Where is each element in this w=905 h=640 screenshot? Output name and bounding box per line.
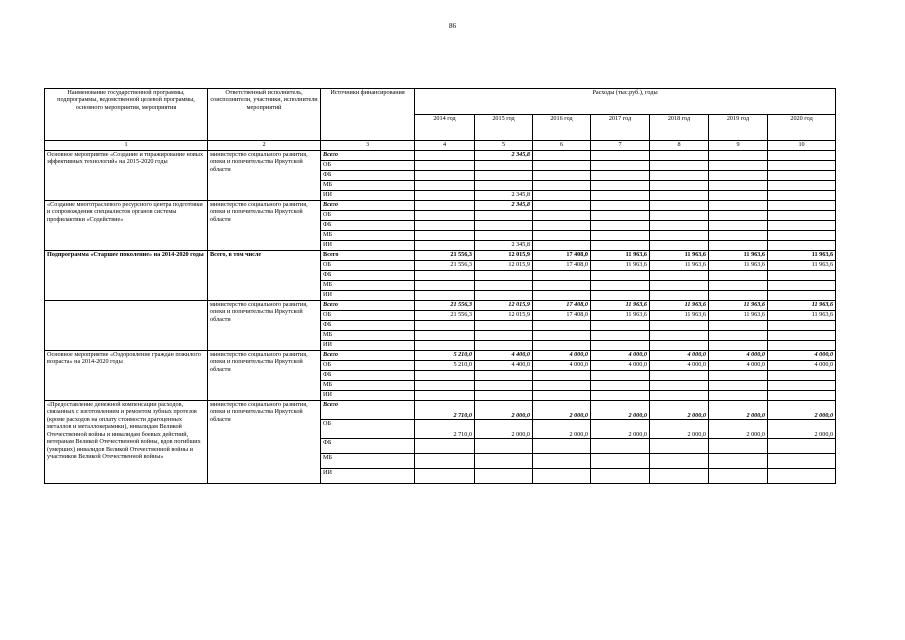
page-number: 86 bbox=[449, 22, 456, 30]
header-expenses: Расходы (тыс.руб.), годы bbox=[415, 89, 836, 115]
value-cell bbox=[650, 171, 709, 181]
value-cell bbox=[650, 331, 709, 341]
funding-source-cell: ИИ bbox=[321, 469, 415, 484]
value-cell: 11 963,6 bbox=[709, 261, 768, 271]
value-cell bbox=[533, 271, 591, 281]
value-cell bbox=[768, 161, 836, 171]
value-cell bbox=[768, 171, 836, 181]
value-cell bbox=[533, 241, 591, 251]
value-cell bbox=[650, 191, 709, 201]
header-year: 2017 год bbox=[591, 115, 650, 141]
value-cell: 17 408,0 bbox=[533, 251, 591, 261]
value-cell bbox=[415, 201, 475, 211]
value-cell bbox=[768, 371, 836, 381]
value-cell: 2 000,0 bbox=[709, 420, 768, 439]
value-cell bbox=[533, 371, 591, 381]
value-cell bbox=[475, 211, 533, 221]
value-cell bbox=[415, 241, 475, 251]
funding-source-cell: ФБ bbox=[321, 321, 415, 331]
column-number: 9 bbox=[709, 141, 768, 151]
value-cell: 2 000,0 bbox=[591, 420, 650, 439]
value-cell bbox=[768, 439, 836, 454]
value-cell bbox=[709, 191, 768, 201]
value-cell: 2 345,8 bbox=[475, 191, 533, 201]
value-cell bbox=[768, 469, 836, 484]
value-cell: 11 963,6 bbox=[768, 261, 836, 271]
value-cell bbox=[475, 454, 533, 469]
value-cell bbox=[768, 271, 836, 281]
value-cell bbox=[533, 181, 591, 191]
funding-source-cell: ОБ bbox=[321, 311, 415, 321]
value-cell bbox=[650, 469, 709, 484]
funding-source-cell: Всего bbox=[321, 151, 415, 161]
value-cell bbox=[475, 381, 533, 391]
column-number: 2 bbox=[208, 141, 321, 151]
value-cell bbox=[709, 171, 768, 181]
value-cell bbox=[415, 171, 475, 181]
program-name-cell: Подпрограмма «Старшее поколение» на 2014-2020 годы bbox=[45, 251, 208, 301]
column-number: 7 bbox=[591, 141, 650, 151]
value-cell: 11 963,6 bbox=[768, 311, 836, 321]
value-cell: 2 345,8 bbox=[475, 201, 533, 211]
value-cell: 2 000,0 bbox=[475, 401, 533, 420]
value-cell bbox=[709, 281, 768, 291]
funding-source-cell: ИИ bbox=[321, 191, 415, 201]
value-cell: 11 963,6 bbox=[709, 251, 768, 261]
value-cell bbox=[768, 281, 836, 291]
table-row bbox=[45, 401, 836, 420]
value-cell bbox=[650, 211, 709, 221]
column-number: 8 bbox=[650, 141, 709, 151]
header-year: 2015 год bbox=[475, 115, 533, 141]
value-cell bbox=[475, 221, 533, 231]
value-cell bbox=[591, 241, 650, 251]
value-cell bbox=[650, 381, 709, 391]
funding-source-cell: ОБ bbox=[321, 361, 415, 371]
value-cell bbox=[415, 211, 475, 221]
value-cell bbox=[709, 241, 768, 251]
value-cell bbox=[415, 391, 475, 401]
value-cell bbox=[709, 161, 768, 171]
value-cell bbox=[591, 151, 650, 161]
value-cell bbox=[415, 371, 475, 381]
funding-source-cell: МБ bbox=[321, 381, 415, 391]
value-cell bbox=[768, 391, 836, 401]
value-cell bbox=[650, 371, 709, 381]
value-cell: 11 963,6 bbox=[709, 301, 768, 311]
value-cell: 11 963,6 bbox=[768, 251, 836, 261]
value-cell bbox=[415, 454, 475, 469]
value-cell bbox=[709, 454, 768, 469]
value-cell bbox=[533, 391, 591, 401]
program-name-cell bbox=[45, 301, 208, 351]
header-row bbox=[45, 89, 836, 115]
value-cell bbox=[768, 191, 836, 201]
value-cell bbox=[591, 281, 650, 291]
value-cell bbox=[650, 201, 709, 211]
table-row bbox=[45, 301, 836, 311]
value-cell bbox=[475, 171, 533, 181]
funding-source-cell: Всего bbox=[321, 351, 415, 361]
value-cell: 11 963,6 bbox=[591, 261, 650, 271]
funding-source-cell: ОБ bbox=[321, 211, 415, 221]
value-cell: 2 000,0 bbox=[591, 401, 650, 420]
value-cell bbox=[533, 331, 591, 341]
funding-source-cell: ОБ bbox=[321, 161, 415, 171]
value-cell bbox=[650, 151, 709, 161]
table-row bbox=[45, 151, 836, 161]
value-cell bbox=[709, 321, 768, 331]
executor-cell: министерство социального развития, опеки и попечительства Иркутской области bbox=[208, 201, 321, 251]
value-cell: 12 015,9 bbox=[475, 301, 533, 311]
value-cell: 5 210,0 bbox=[415, 351, 475, 361]
funding-source-cell: ИИ bbox=[321, 341, 415, 351]
executor-cell: министерство социального развития, опеки и попечительства Иркутской области bbox=[208, 301, 321, 351]
value-cell bbox=[475, 181, 533, 191]
value-cell bbox=[415, 151, 475, 161]
value-cell: 12 015,9 bbox=[475, 311, 533, 321]
value-cell: 4 000,0 bbox=[768, 361, 836, 371]
value-cell bbox=[475, 331, 533, 341]
value-cell bbox=[768, 331, 836, 341]
column-number: 3 bbox=[321, 141, 415, 151]
value-cell bbox=[591, 371, 650, 381]
value-cell: 11 963,6 bbox=[650, 301, 709, 311]
value-cell bbox=[415, 231, 475, 241]
funding-source-cell: МБ bbox=[321, 281, 415, 291]
value-cell bbox=[533, 281, 591, 291]
value-cell: 11 963,6 bbox=[768, 301, 836, 311]
value-cell: 2 000,0 bbox=[709, 401, 768, 420]
executor-cell: министерство социального развития, опеки и попечительства Иркутской области bbox=[208, 351, 321, 401]
value-cell bbox=[475, 271, 533, 281]
value-cell bbox=[650, 321, 709, 331]
value-cell bbox=[415, 331, 475, 341]
value-cell: 4 000,0 bbox=[533, 351, 591, 361]
value-cell bbox=[591, 271, 650, 281]
value-cell: 2 000,0 bbox=[650, 401, 709, 420]
value-cell bbox=[415, 181, 475, 191]
value-cell bbox=[709, 291, 768, 301]
value-cell: 21 556,3 bbox=[415, 311, 475, 321]
value-cell: 4 000,0 bbox=[650, 351, 709, 361]
column-number: 6 bbox=[533, 141, 591, 151]
budget-table bbox=[44, 88, 836, 484]
funding-source-cell: МБ bbox=[321, 454, 415, 469]
value-cell: 11 963,6 bbox=[650, 261, 709, 271]
value-cell bbox=[475, 469, 533, 484]
value-cell bbox=[475, 161, 533, 171]
value-cell: 4 000,0 bbox=[591, 361, 650, 371]
value-cell bbox=[475, 291, 533, 301]
value-cell bbox=[709, 341, 768, 351]
value-cell bbox=[591, 291, 650, 301]
value-cell bbox=[415, 469, 475, 484]
value-cell: 4 000,0 bbox=[591, 351, 650, 361]
value-cell: 17 408,0 bbox=[533, 301, 591, 311]
value-cell bbox=[768, 381, 836, 391]
value-cell bbox=[415, 271, 475, 281]
value-cell bbox=[533, 221, 591, 231]
value-cell bbox=[475, 341, 533, 351]
value-cell bbox=[415, 439, 475, 454]
value-cell bbox=[709, 221, 768, 231]
value-cell bbox=[768, 291, 836, 301]
funding-source-cell: ФБ bbox=[321, 221, 415, 231]
value-cell bbox=[533, 321, 591, 331]
executor-cell: министерство социального развития, опеки и попечительства Иркутской области bbox=[208, 401, 321, 484]
value-cell: 2 000,0 bbox=[768, 420, 836, 439]
program-name-cell: Основное мероприятие «Оздоровление граждан пожилого возраста» на 2014-2020 годы bbox=[45, 351, 208, 401]
value-cell bbox=[768, 201, 836, 211]
funding-source-cell: ФБ bbox=[321, 171, 415, 181]
value-cell bbox=[650, 161, 709, 171]
column-number: 1 bbox=[45, 141, 208, 151]
value-cell: 11 963,6 bbox=[591, 251, 650, 261]
value-cell bbox=[415, 381, 475, 391]
value-cell bbox=[650, 241, 709, 251]
value-cell bbox=[591, 171, 650, 181]
value-cell: 2 000,0 bbox=[533, 401, 591, 420]
value-cell bbox=[475, 281, 533, 291]
header-col-source: Источники финансирования bbox=[321, 89, 415, 141]
value-cell: 2 000,0 bbox=[768, 401, 836, 420]
value-cell: 2 345,8 bbox=[475, 151, 533, 161]
value-cell: 2 000,0 bbox=[533, 420, 591, 439]
header-year: 2020 год bbox=[768, 115, 836, 141]
value-cell bbox=[650, 181, 709, 191]
value-cell bbox=[533, 231, 591, 241]
value-cell bbox=[650, 291, 709, 301]
value-cell bbox=[591, 161, 650, 171]
value-cell bbox=[650, 454, 709, 469]
value-cell bbox=[650, 281, 709, 291]
executor-cell: Всего, в том числе bbox=[208, 251, 321, 301]
value-cell bbox=[533, 439, 591, 454]
value-cell bbox=[591, 191, 650, 201]
value-cell bbox=[591, 221, 650, 231]
value-cell bbox=[475, 391, 533, 401]
header-col-name: Наименование государственной программы, подпрограммы, ведомственной целевой программы, основного мероприятия, мероприятия bbox=[45, 89, 208, 141]
value-cell bbox=[591, 201, 650, 211]
value-cell bbox=[709, 181, 768, 191]
funding-source-cell: ИИ bbox=[321, 391, 415, 401]
funding-source-cell: Всего bbox=[321, 301, 415, 311]
value-cell bbox=[768, 211, 836, 221]
value-cell: 11 963,6 bbox=[650, 251, 709, 261]
value-cell bbox=[768, 321, 836, 331]
value-cell: 21 556,3 bbox=[415, 301, 475, 311]
value-cell bbox=[591, 321, 650, 331]
value-cell bbox=[591, 331, 650, 341]
funding-source-cell: ОБ bbox=[321, 261, 415, 271]
funding-source-cell: ИИ bbox=[321, 241, 415, 251]
value-cell bbox=[475, 231, 533, 241]
column-number-row bbox=[45, 141, 836, 151]
value-cell bbox=[768, 231, 836, 241]
value-cell bbox=[650, 439, 709, 454]
value-cell bbox=[533, 454, 591, 469]
value-cell bbox=[415, 191, 475, 201]
funding-source-cell: ОБ bbox=[321, 420, 415, 439]
header-year: 2014 год bbox=[415, 115, 475, 141]
value-cell bbox=[475, 371, 533, 381]
value-cell: 11 963,6 bbox=[709, 311, 768, 321]
value-cell bbox=[475, 321, 533, 331]
value-cell: 2 000,0 bbox=[475, 420, 533, 439]
value-cell: 2 710,0 bbox=[415, 401, 475, 420]
value-cell bbox=[709, 391, 768, 401]
header-year: 2019 год bbox=[709, 115, 768, 141]
funding-source-cell: Всего bbox=[321, 251, 415, 261]
value-cell bbox=[591, 211, 650, 221]
value-cell bbox=[768, 341, 836, 351]
program-name-cell: Основное мероприятие «Создание и тиражирование новых эффективных технологий» на 2015-2020 годы bbox=[45, 151, 208, 201]
value-cell: 4 000,0 bbox=[650, 361, 709, 371]
value-cell bbox=[709, 331, 768, 341]
funding-source-cell: ФБ bbox=[321, 371, 415, 381]
value-cell bbox=[415, 321, 475, 331]
table-row bbox=[45, 351, 836, 361]
header-col-executor: Ответственный исполнитель, соисполнители, участники, исполнители мероприятий bbox=[208, 89, 321, 141]
program-name-cell: «Предоставление денежной компенсации расходов, связанных с изготовлением и ремонтом зубных протезов (кроме расходов на оплату стоимости драгоценных металлов и металлокерамики), инвалидам Великой Отечественной войны и инвалидам боевых действий, ветеранам Великой Отечественной войны, вдов погибших (умерших) инвалидов Великой Отечественной войны и участников Великой Отечественной войны» bbox=[45, 401, 208, 484]
value-cell bbox=[768, 454, 836, 469]
value-cell bbox=[533, 381, 591, 391]
value-cell: 4 400,0 bbox=[475, 351, 533, 361]
value-cell: 2 000,0 bbox=[650, 420, 709, 439]
value-cell bbox=[533, 161, 591, 171]
table-row bbox=[45, 251, 836, 261]
value-cell: 2 710,0 bbox=[415, 420, 475, 439]
value-cell: 4 000,0 bbox=[533, 361, 591, 371]
value-cell bbox=[415, 291, 475, 301]
value-cell bbox=[709, 231, 768, 241]
column-number: 10 bbox=[768, 141, 836, 151]
value-cell bbox=[415, 341, 475, 351]
value-cell bbox=[709, 469, 768, 484]
value-cell bbox=[591, 454, 650, 469]
table-row bbox=[45, 201, 836, 211]
value-cell: 2 345,8 bbox=[475, 241, 533, 251]
value-cell bbox=[768, 241, 836, 251]
value-cell bbox=[709, 271, 768, 281]
value-cell bbox=[591, 381, 650, 391]
value-cell: 4 400,0 bbox=[475, 361, 533, 371]
value-cell bbox=[591, 391, 650, 401]
value-cell bbox=[650, 271, 709, 281]
value-cell bbox=[533, 211, 591, 221]
value-cell: 17 408,0 bbox=[533, 311, 591, 321]
value-cell bbox=[709, 151, 768, 161]
funding-source-cell: Всего bbox=[321, 201, 415, 211]
value-cell: 21 556,3 bbox=[415, 251, 475, 261]
value-cell bbox=[709, 201, 768, 211]
value-cell bbox=[533, 151, 591, 161]
funding-source-cell: ФБ bbox=[321, 439, 415, 454]
value-cell bbox=[768, 181, 836, 191]
value-cell: 4 000,0 bbox=[768, 351, 836, 361]
value-cell bbox=[533, 469, 591, 484]
value-cell bbox=[591, 439, 650, 454]
value-cell bbox=[709, 381, 768, 391]
program-name-cell: «Создание многотраслевого ресурсного центра подготовки и сопровождения специалистов органов системы профилактики «Содействие» bbox=[45, 201, 208, 251]
value-cell bbox=[591, 469, 650, 484]
value-cell bbox=[591, 231, 650, 241]
value-cell bbox=[768, 221, 836, 231]
value-cell bbox=[768, 151, 836, 161]
value-cell bbox=[415, 161, 475, 171]
value-cell: 4 000,0 bbox=[709, 361, 768, 371]
value-cell bbox=[709, 371, 768, 381]
executor-cell: министерство социального развития, опеки и попечительства Иркутской области bbox=[208, 151, 321, 201]
value-cell: 12 015,9 bbox=[475, 261, 533, 271]
value-cell bbox=[533, 171, 591, 181]
value-cell bbox=[533, 291, 591, 301]
header-year: 2018 год bbox=[650, 115, 709, 141]
column-number: 4 bbox=[415, 141, 475, 151]
funding-source-cell: МБ bbox=[321, 331, 415, 341]
header-year: 2016 год bbox=[533, 115, 591, 141]
funding-source-cell: ФБ bbox=[321, 271, 415, 281]
value-cell bbox=[475, 439, 533, 454]
value-cell bbox=[650, 221, 709, 231]
funding-source-cell: Всего bbox=[321, 401, 415, 420]
value-cell bbox=[533, 341, 591, 351]
value-cell bbox=[709, 439, 768, 454]
value-cell bbox=[650, 341, 709, 351]
value-cell: 5 210,0 bbox=[415, 361, 475, 371]
funding-source-cell: МБ bbox=[321, 181, 415, 191]
value-cell: 4 000,0 bbox=[709, 351, 768, 361]
value-cell: 11 963,6 bbox=[591, 301, 650, 311]
value-cell: 17 408,0 bbox=[533, 261, 591, 271]
value-cell bbox=[709, 211, 768, 221]
value-cell bbox=[415, 281, 475, 291]
value-cell: 21 556,3 bbox=[415, 261, 475, 271]
value-cell bbox=[591, 181, 650, 191]
value-cell: 11 963,6 bbox=[591, 311, 650, 321]
value-cell bbox=[650, 391, 709, 401]
value-cell: 12 015,9 bbox=[475, 251, 533, 261]
column-number: 5 bbox=[475, 141, 533, 151]
value-cell bbox=[533, 201, 591, 211]
value-cell bbox=[591, 341, 650, 351]
funding-source-cell: МБ bbox=[321, 231, 415, 241]
funding-source-cell: ИИ bbox=[321, 291, 415, 301]
value-cell: 11 963,6 bbox=[650, 311, 709, 321]
value-cell bbox=[650, 231, 709, 241]
value-cell bbox=[533, 191, 591, 201]
value-cell bbox=[415, 221, 475, 231]
